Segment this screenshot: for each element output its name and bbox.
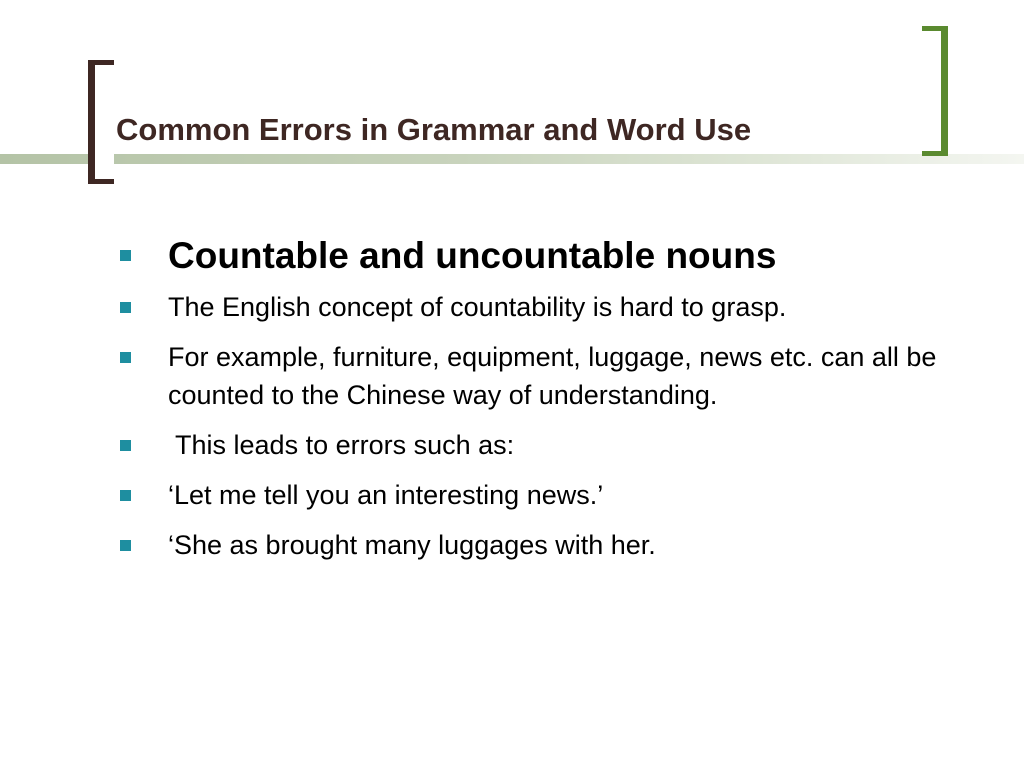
- bullet-text: ‘She as brought many luggages with her.: [168, 530, 656, 560]
- right-bracket-decoration: [922, 26, 948, 156]
- bullet-item: [112, 426, 972, 464]
- bullet-text: Countable and uncountable nouns: [168, 235, 777, 276]
- square-bullet-icon: [120, 250, 131, 261]
- bullet-text: The English concept of countability is hard to grasp.: [168, 292, 787, 322]
- square-bullet-icon: [120, 302, 131, 313]
- bullet-text: ‘Let me tell you an interesting news.’: [168, 480, 604, 510]
- bullet-list: [112, 230, 972, 576]
- bullet-item: [112, 288, 972, 326]
- square-bullet-icon: [120, 440, 131, 451]
- bullet-text: For example, furniture, equipment, luggage, news etc. can all be counted to the Chinese way of understanding.: [168, 342, 937, 410]
- bullet-item: [112, 526, 972, 564]
- bullet-item: [112, 230, 972, 282]
- bullet-item: [112, 338, 972, 414]
- bullet-item: [112, 476, 972, 514]
- left-bracket-decoration: [88, 60, 114, 184]
- title-rule: [0, 154, 1024, 164]
- slide-title: Common Errors in Grammar and Word Use: [116, 112, 755, 148]
- square-bullet-icon: [120, 540, 131, 551]
- square-bullet-icon: [120, 352, 131, 363]
- bullet-text: This leads to errors such as:: [168, 430, 515, 460]
- square-bullet-icon: [120, 490, 131, 501]
